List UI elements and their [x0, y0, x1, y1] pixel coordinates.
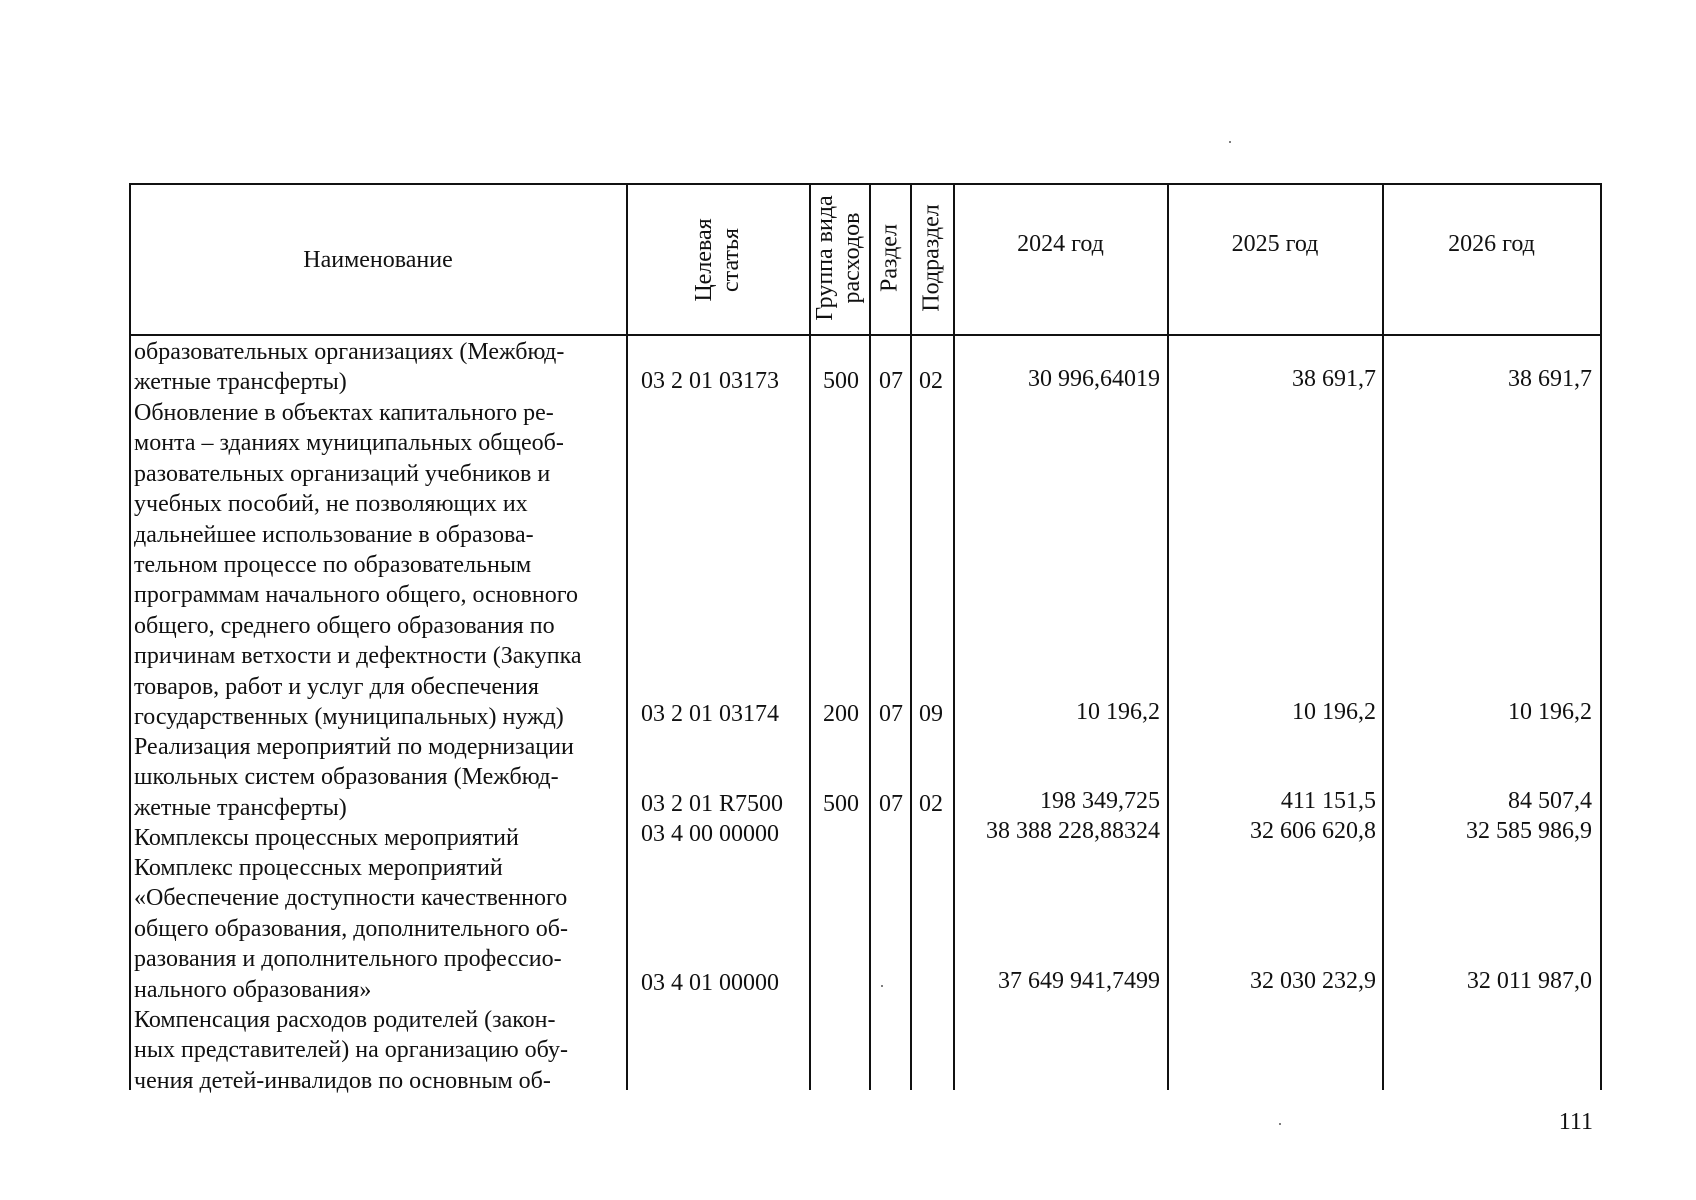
col-border-vr: [869, 183, 871, 1090]
row-4-2024: 37 649 941,7499: [998, 968, 1160, 994]
row-2-2025: 411 151,5: [1280, 788, 1376, 814]
row-4-2026: 32 011 987,0: [1466, 968, 1592, 994]
header-2025: 2025 год: [1231, 231, 1319, 257]
row-2-rz: 07: [879, 791, 903, 817]
header-podrazdel: Подраздел: [918, 204, 945, 312]
row-3-code: 03 4 00 00000: [641, 821, 779, 847]
scan-speck: [1279, 1123, 1281, 1125]
row-2-vr: 500: [823, 791, 859, 817]
header-2024: 2024 год: [1017, 231, 1104, 257]
header-target: Целевая статья: [691, 218, 744, 302]
row-0-name: образовательных организациях (Межбюд- жетные трансферты): [134, 339, 565, 396]
row-2-2024: 198 349,725: [1040, 788, 1160, 814]
scan-speck: [881, 985, 883, 987]
row-0-code: 03 2 01 03173: [641, 368, 779, 394]
row-1-name: Обновление в объектах капитального ре- монта – зданиях муниципальных общеоб- разовательных организаций учебников и учебных пособий, не позволяющих их дальнейшее использование в образова- тельном процессе по образовательным программам начального общего, основного общего, среднего общего образования по причинам ветхости и дефектности (Закупка товаров, работ и услуг для обеспечения государственных (муниципальных) нужд): [134, 400, 582, 731]
header-2026: 2026 год: [1448, 231, 1535, 257]
row-1-2026: 10 196,2: [1508, 699, 1592, 725]
col-border-2024: [1167, 183, 1169, 1090]
row-0-vr: 500: [823, 368, 859, 394]
row-1-vr: 200: [823, 701, 859, 727]
col-border-right: [1600, 183, 1602, 1090]
row-0-rz: 07: [879, 368, 903, 394]
row-2-name: Реализация мероприятий по модернизации школьных систем образования (Межбюд- жетные трансферты): [134, 734, 574, 821]
row-1-pr: 09: [919, 701, 943, 727]
col-border-name: [626, 183, 628, 1090]
row-4-name: Комплекс процессных мероприятий «Обеспечение доступности качественного общего образования, дополнительного об- разования и дополнительного профессио- нального образования»: [134, 855, 568, 1003]
scan-speck: [1229, 141, 1231, 143]
row-3-2025: 32 606 620,8: [1250, 818, 1376, 844]
row-0-2026: 38 691,7: [1508, 366, 1592, 392]
header-name: Наименование: [303, 247, 453, 273]
row-1-code: 03 2 01 03174: [641, 701, 779, 727]
row-1-rz: 07: [879, 701, 903, 727]
row-0-2024: 30 996,64019: [1028, 366, 1160, 392]
header-vr: Группа вида расходов: [812, 195, 865, 321]
row-3-name: Комплексы процессных мероприятий: [134, 825, 519, 851]
col-border-rz: [910, 183, 912, 1090]
row-3-2024: 38 388 228,88324: [986, 818, 1160, 844]
row-0-2025: 38 691,7: [1292, 366, 1376, 392]
page-number: 111: [1558, 1109, 1593, 1135]
col-border-pr: [953, 183, 955, 1090]
row-2-2026: 84 507,4: [1508, 788, 1592, 814]
row-2-pr: 02: [919, 791, 943, 817]
row-4-2025: 32 030 232,9: [1250, 968, 1376, 994]
row-1-2025: 10 196,2: [1292, 699, 1376, 725]
row-2-code: 03 2 01 R7500: [641, 791, 784, 817]
col-border-code: [809, 183, 811, 1090]
row-4-code: 03 4 01 00000: [641, 970, 779, 996]
col-border-2025: [1382, 183, 1384, 1090]
col-border-left: [129, 183, 131, 1090]
row-1-2024: 10 196,2: [1076, 699, 1160, 725]
header-razdel: Раздел: [876, 224, 903, 292]
row-0-pr: 02: [919, 368, 943, 394]
row-5-name: Компенсация расходов родителей (закон- ных представителей) на организацию обу- чения детей-инвалидов по основным об-: [134, 1007, 568, 1094]
row-3-2026: 32 585 986,9: [1466, 818, 1592, 844]
